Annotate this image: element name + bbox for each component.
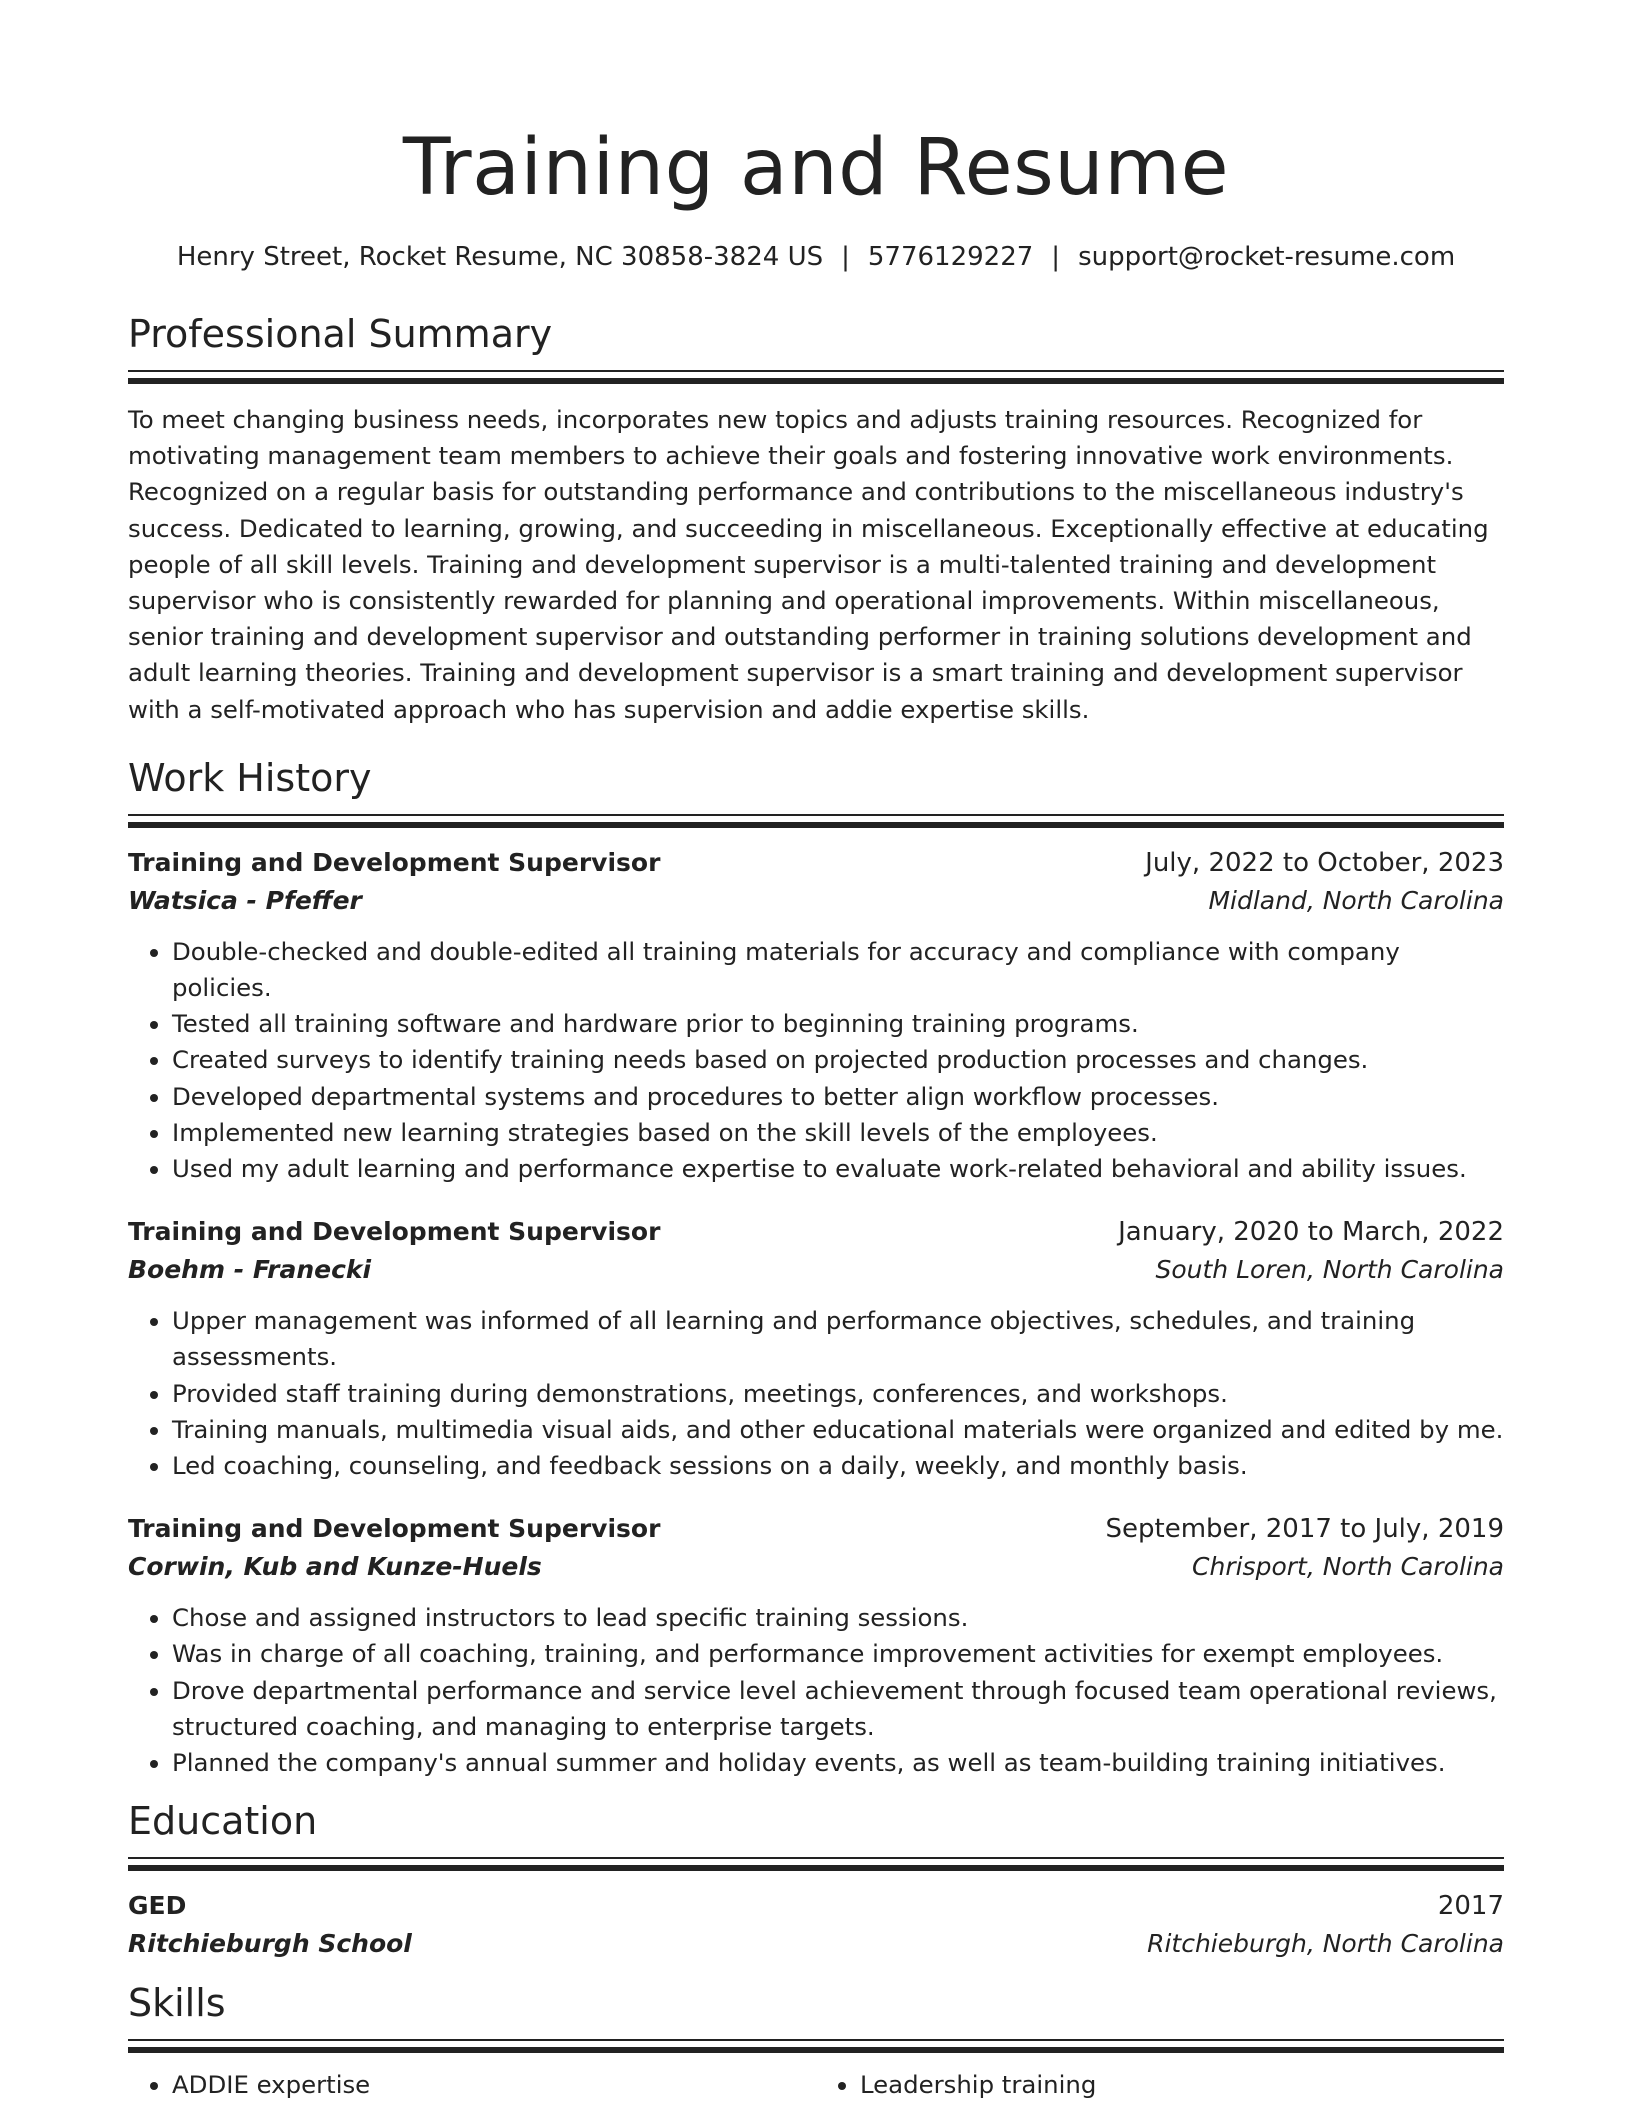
section-divider	[128, 2039, 1504, 2053]
job-bullets	[128, 1600, 1504, 1781]
job-entry	[128, 844, 1504, 1187]
contact-phone: 5776129227	[867, 242, 1034, 272]
job-dates: July, 2022 to October, 2023	[1145, 847, 1504, 878]
section-divider	[128, 1857, 1504, 1871]
job-company: Watsica - Pfeffer	[128, 885, 362, 915]
job-company: Corwin, Kub and Kunze-Huels	[128, 1552, 542, 1582]
education-year: 2017	[1437, 1891, 1504, 1922]
job-dates: January, 2020 to March, 2022	[1118, 1217, 1504, 1248]
skills-section	[128, 1979, 1504, 2103]
job-bullet: • Training manuals, multimedia visual aids, and other educational materials were organized and edited by me.	[172, 1412, 1504, 1448]
job-title: Training and Development Supervisor	[128, 1514, 661, 1544]
job-title: Training and Development Supervisor	[128, 847, 661, 877]
resume-name: Training and Resume	[402, 123, 1230, 213]
contact-line	[128, 240, 1504, 274]
summary-text: To meet changing business needs, incorporates new topics and adjusts training resources. Recognized for motivating management team members to achieve their goals and fostering innovative work environments. Recognized on a regular basis for outstanding performance and contributions to the miscellaneous industry's success. Dedicated to learning, growing, and succeeding in miscellaneous. Exceptionally effective at educating people of all skill levels. Training and development supervisor is a multi-talented training and development supervisor who is consistently rewarded for planning and operational improvements. Within miscellaneous, senior training and development supervisor and outstanding performer in training solutions development and adult learning theories. Training and development supervisor is a smart training and development supervisor with a self-motivated approach who has supervision and addie expertise skills.	[128, 405, 1489, 724]
job-bullet: • Provided staff training during demonstrations, meetings, conferences, and workshops.	[172, 1376, 1504, 1412]
education-location: Ritchieburgh, North Carolina	[1147, 1929, 1504, 1959]
job-bullets	[128, 1303, 1504, 1484]
job-bullet: • Led coaching, counseling, and feedback sessions on a daily, weekly, and monthly basis.	[172, 1448, 1504, 1484]
job-bullets	[128, 934, 1504, 1187]
job-bullet: • Upper management was informed of all learning and performance objectives, schedules, and training assessments.	[172, 1303, 1504, 1375]
section-divider	[128, 814, 1504, 828]
job-bullet: • Tested all training software and hardware prior to beginning training programs.	[172, 1006, 1504, 1042]
job-bullet: • Used my adult learning and performance expertise to evaluate work-related behavioral and ability issues.	[172, 1151, 1504, 1187]
education-school: Ritchieburgh School	[128, 1929, 412, 1959]
job-bullet: • Developed departmental systems and procedures to better align workflow processes.	[172, 1079, 1504, 1115]
job-bullet: • Planned the company's annual summer and holiday events, as well as team-building training initiatives.	[172, 1745, 1504, 1781]
skill-item: • ADDIE expertise	[172, 2067, 816, 2103]
job-title: Training and Development Supervisor	[128, 1217, 661, 1247]
job-location: Chrisport, North Carolina	[1192, 1552, 1504, 1582]
skills-heading: Skills	[128, 1981, 226, 2026]
job-bullet: • Drove departmental performance and service level achievement through focused team operational reviews, structured coaching, and managing to enterprise targets.	[172, 1673, 1504, 1745]
job-location: South Loren, North Carolina	[1155, 1255, 1504, 1285]
job-bullet: • Chose and assigned instructors to lead specific training sessions.	[172, 1600, 1504, 1636]
contact-address: Henry Street, Rocket Resume, NC 30858-3824 US	[176, 242, 824, 272]
summary-section	[128, 310, 1504, 728]
contact-separator: |	[841, 242, 850, 272]
job-dates: September, 2017 to July, 2019	[1105, 1514, 1504, 1545]
job-bullet: • Created surveys to identify training needs based on projected production processes and changes.	[172, 1042, 1504, 1078]
job-location: Midland, North Carolina	[1208, 885, 1504, 915]
job-entry	[128, 1510, 1504, 1781]
education-degree: GED	[128, 1891, 187, 1921]
skill-item: • Leadership training	[860, 2067, 1504, 2103]
job-entry	[128, 1213, 1504, 1484]
contact-separator: |	[1051, 242, 1061, 272]
summary-heading: Professional Summary	[128, 312, 553, 356]
job-bullet: • Double-checked and double-edited all training materials for accuracy and compliance with company policies.	[172, 934, 1504, 1006]
education-heading: Education	[128, 1799, 318, 1844]
education-section	[128, 1797, 1504, 1963]
work-history-heading: Work History	[128, 755, 372, 800]
job-company: Boehm - Franecki	[128, 1255, 372, 1285]
skills-grid	[128, 2053, 1504, 2103]
section-divider	[128, 370, 1504, 384]
job-bullet: • Was in charge of all coaching, training, and performance improvement activities for exempt employees.	[172, 1636, 1504, 1672]
contact-email: support@rocket-resume.com	[1078, 242, 1456, 272]
work-history-section	[128, 754, 1504, 1781]
job-bullet: • Implemented new learning strategies based on the skill levels of the employees.	[172, 1115, 1504, 1151]
